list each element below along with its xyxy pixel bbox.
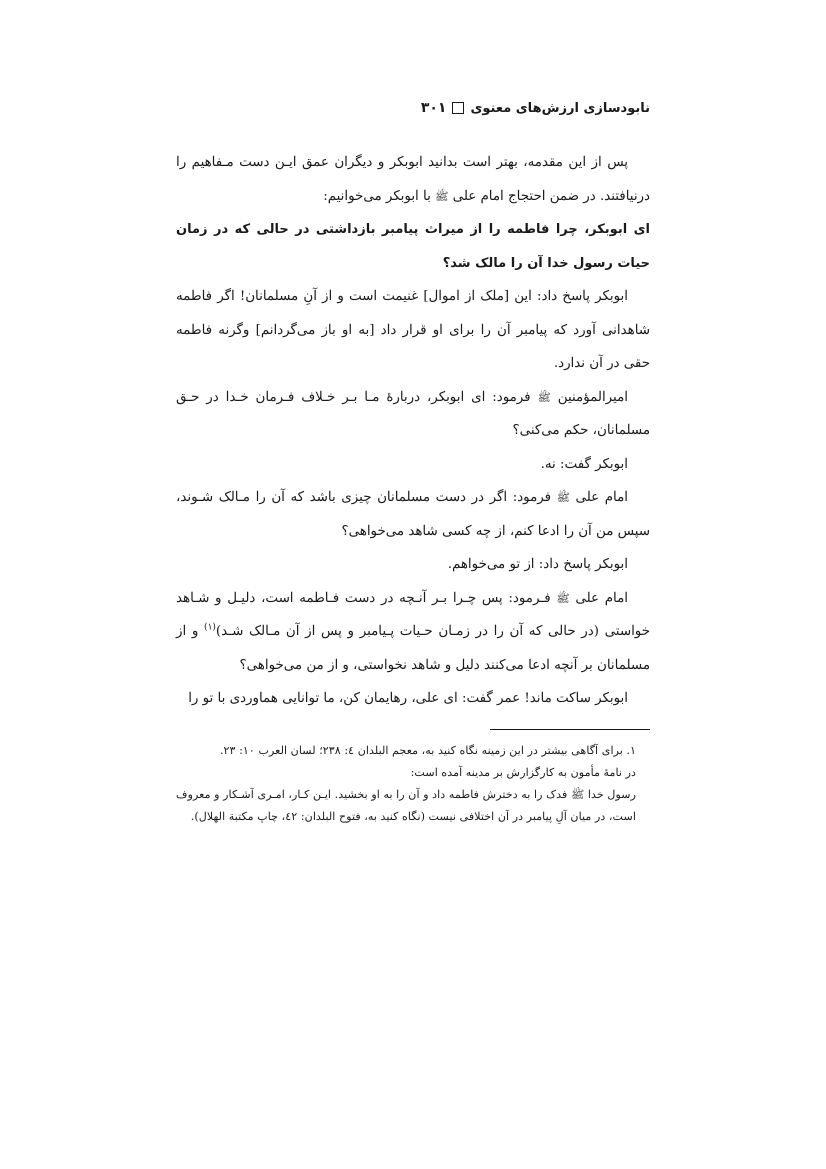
- text-span: با ابوبکر می‌خوانیم:: [323, 188, 431, 204]
- honorific-icon: ﷺ: [435, 189, 449, 203]
- honorific-icon: ﷺ: [556, 491, 570, 504]
- paragraph-ali-question: [176, 481, 650, 548]
- paragraph-ali-argument: [176, 582, 650, 683]
- footnote-1-quote: [176, 784, 650, 828]
- text-span: فرمود: ای ابوبکر، دربارهٔ مـا بـر خـلاف فـرمان خـدا در حـق مسلمانان، حکم می‌کنی؟: [176, 389, 650, 438]
- footnote-divider: [490, 729, 650, 730]
- honorific-icon: ﷺ: [537, 390, 551, 404]
- footnote-1: ۱. برای آگاهی بیشتر در این زمینه نگاه کنید به، معجم البلدان ٤: ۲۳۸؛ لسان العرب ۱۰: ۲۳.: [219, 744, 636, 757]
- paragraph-abubakr-no: ابوبکر گفت: نه.: [540, 456, 628, 472]
- page-number: ۳۰۱: [420, 100, 447, 116]
- footnote-ref[interactable]: (۱): [204, 622, 216, 633]
- footnotes: [176, 740, 650, 828]
- honorific-icon: ﷺ: [556, 591, 570, 605]
- square-bullet-icon: [452, 102, 464, 114]
- main-text: [176, 146, 650, 716]
- text-span: امام علی: [575, 490, 628, 505]
- header-title: نابودسازی ارزش‌های معنوی: [470, 100, 650, 116]
- text-span: رسول خدا: [587, 788, 637, 801]
- paragraph-question: ای ابوبکر، چرا فاطمه را از میراث پیامبر بازداشتی در حالی که در زمان حیات رسول خدا آن را مالک شد؟: [176, 222, 650, 271]
- text-span: و از مسلمانان بر آنچه ادعا می‌کنند دلیل و شاهد نخواستی، و از من می‌خواهی؟: [176, 624, 650, 673]
- text-span: امام علی: [575, 590, 628, 606]
- honorific-icon: ﷺ: [570, 788, 585, 801]
- text-span: پس از این مقدمه، بهتر است بدانید ابوبکر و دیگران عمق ایـن دست مـفاهیم را درنیافتند. در ضمن احتجاج امام علی: [176, 155, 650, 204]
- paragraph-abubakr-silent: ابوبکر ساکت ماند! عمر گفت: ای علی، رهایمان کن، ما توانایی هماوردی با تو را: [188, 691, 628, 706]
- text-span: فـرمود: پس چـرا بـر آنـچه در دست فـاطمه است، دلیـل و شـاهد خواستی (در حالی که آن را در زمـان حـیات پـیامبر و پس از آن مـالک شـد): [176, 590, 650, 639]
- text-span: فدک را به دخترش فاطمه داد و آن را به او بخشید. ایـن کـار، امـری آشـکار و معروف است، در میان آلِ پیامبر در آن اختلافی نیست (نگاه کنید به، فتوح البلدان: ٤۲، چاپ مکتبة الهلال).: [176, 788, 636, 823]
- paragraph-abubakr-reply: ابوبکر پاسخ داد: این [ملک از اموال] غنیمت است و از آنِ مسلمانان! اگر فاطمه شاهدانی آورد که پیامبر آن را برای او قرار داد [به او باز می‌گردانم] وگرنه فاطمه حقی در آن ندارد.: [176, 289, 650, 371]
- text-span: امیرالمؤمنین: [557, 389, 628, 405]
- text-span: فرمود: اگر در دست مسلمانان چیزی باشد که آن را مـالک شـوند، سپس من آن را ادعا کنم، از چه کسی شاهد می‌خواهی؟: [176, 490, 650, 539]
- running-header: [421, 100, 650, 116]
- paragraph-intro: [176, 146, 650, 213]
- footnote-1-continued: در نامهٔ مأمون به کارگزارش بر مدینه آمده است:: [410, 766, 636, 779]
- paragraph-abubakr-answer: ابوبکر پاسخ داد: از تو می‌خواهم.: [447, 557, 628, 572]
- paragraph-amir-question: [176, 381, 650, 448]
